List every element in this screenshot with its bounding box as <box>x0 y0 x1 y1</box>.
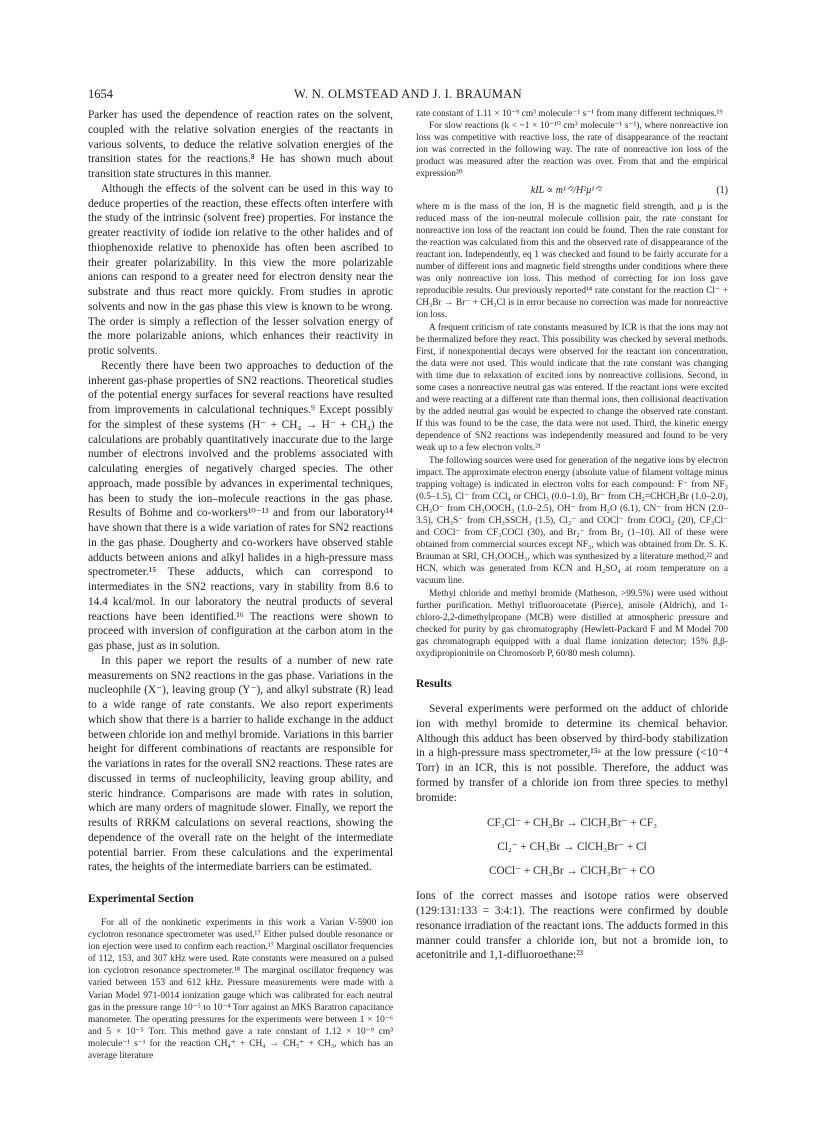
body-paragraph: Although the effects of the solvent can be used in this way to deduce properties of the reaction, these effects often interfere with the study of the intrinsic (solvent free) properties. For instance the greater reactivity of iodide ion relative to the other halides and of thiophenoxide relative to phenoxide has often been ascribed to their greater polarizability. In this view the more polarizable anions can respond to a greater need for electron density near the substrate and thus react more quickly. From studies in aprotic solvents and now in the gas phase this view is known to be wrong. The order is simply a reflection of the lesser solvation energy of the more polarizable anions, which enhances their reactivity in protic solvents. <box>88 182 393 357</box>
body-paragraph: Several experiments were performed on the adduct of chloride ion with methyl bromide to determine its chemical behavior. Although this adduct has been observed by third-body stabilization in a high-pressure mass spectrometer,¹⁵ᵃ at the low pressure (<10⁻⁴ Torr) in an ICR, this is not possible. Therefore, the adduct was formed by transfer of a chloride ion from three species to methyl bromide: <box>416 703 728 804</box>
running-header-authors: W. N. OLMSTEAD AND J. I. BRAUMAN <box>294 87 522 101</box>
left-column <box>88 108 393 1062</box>
body-paragraph: rate constant of 1.11 × 10⁻⁹ cm³ molecule⁻¹ s⁻¹ from many different techniques.¹⁹ <box>416 109 723 119</box>
reaction-line: CF₃Cl⁻ + CH₃Br → ClCH₃Br⁻ + CF₃ <box>487 817 657 830</box>
equation-1 <box>416 185 728 196</box>
body-paragraph: where m is the mass of the ion, H is the magnetic field strength, and μ is the reduced mass of the ion-neutral molecule collision pair, the rate constant for nonreactive ion loss of the reactant ion could be found. Then the rate constant for the reaction was calculated from this and the observed rate of disappearance of the reactant ion. Independently, eq 1 was checked and found to be fairly accurate for a number of different ions and magnetic field strengths under conditions where there was only nonreactive ion loss. This method of correcting for ion loss gave reproducible results. Our previously reported¹⁴ rate constant for the reaction Cl⁻ + CH₃Br → Br⁻ + CH₃Cl is in error because no correction was made for nonreactive ion loss. <box>416 201 728 321</box>
section-heading-results: Results <box>416 678 452 691</box>
body-paragraph: The following sources were used for generation of the negative ions by electron impact. The approximate electron energy (absolute value of filament voltage minus trapping voltage) is indicated in electron volts for each compound: F⁻ from NF₃ (0.5–1.5), Cl⁻ from CCl₄ or CHCl₃ (0.0–1.0), Br⁻ from CH₂=CHCH₂Br (1.0–2.0), CH₃O⁻ from CH₃OOCH₃ (1.0–2.5), OH⁻ from H₂O (6.1), CN⁻ from HCN (2.0–3.5), CH₃S⁻ from CH₃SSCH₃ (1.5), Cl₂⁻ and COCl⁻ from COCl₂ (20), CF₃Cl⁻ and COCl⁻ from CF₃COCl (30), and Br₂⁻ from Br₂ (1–10). All of these were obtained from commercial sources except NF₃, which was obtained from Dr. S. K. Brauman at SRI, CH₃OOCH₃, which was synthesized by a literature method,²² and HCN, which was generated from KCN and H₂SO₄ at room temperature on a vacuum line. <box>416 455 728 587</box>
equation-expression: kIL ∝ m¹ᐟ²/H²μ¹ᐟ² <box>530 184 602 196</box>
reaction-line: COCl⁻ + CH₃Br → ClCH₃Br⁻ + CO <box>489 865 655 878</box>
equation-number: (1) <box>716 184 728 196</box>
experimental-paragraph: For all of the nonkinetic experiments in this work a Varian V-5900 ion cyclotron resonance spectrometer was used.¹⁷ Either pulsed double resonance or ion ejection were used to confirm each reaction.¹⁷ Marginal oscillator frequencies of 112, 153, and 307 kHz were used. Rate constants were measured on a pulsed ion cyclotron resonance spectrometer.¹⁸ The marginal oscillator frequency was varied between 153 and 612 kHz. Pressure measurements were made with a Varian Model 971-0014 ionization gauge which was calibrated for each neutral gas in the pressure range 10⁻⁵ to 10⁻⁴ Torr against an MKS Baratron capacitance manometer. The operating pressures for the experiments were between 1 × 10⁻⁶ and 5 × 10⁻⁵ Torr. This method gave a rate constant of 1.12 × 10⁻⁹ cm³ molecule⁻¹ s⁻¹ for the reaction CH₄⁺ + CH₄ → CH₅⁺ + CH₃, which has an average literature <box>88 918 393 1062</box>
body-paragraph: Ions of the correct masses and isotope ratios were observed (129:131:133 = 3:4:1). The reactions were confirmed by double resonance irradiation of the reactant ions. The adducts formed in this manner could transfer a chloride ion, but not a bromide ion, to acetonitrile and 1,1-difluoroethane:²³ <box>416 890 728 962</box>
body-paragraph: A frequent criticism of rate constants measured by ICR is that the ions may not be thermalized before they react. This possibility was checked by several methods. First, if nonexponential decays were observed for the reactant ion concentration, the data were not used. This would indicate that the rate constant was changing with time due to relaxation of excited ions by nonreactive collisions. Second, in some cases a nonreactive neutral gas was entered. If the reactant ions were excited and were reacting at a different rate than thermal ions, then collisional deactivation by the added neutral gas would be expected to change the observed rate constant. If this was found to be the case, the data were not used. Third, the kinetic energy dependence of SN2 reactions was independently measured and found to be very weak up to a few electron volts.²¹ <box>416 322 728 454</box>
section-heading-experimental: Experimental Section <box>88 893 194 905</box>
page-number: 1654 <box>88 87 113 101</box>
body-paragraph: For slow reactions (k < ~1 × 10⁻¹⁰ cm³ molecule⁻¹ s⁻¹), where nonreactive ion loss was competitive with reactive loss, the rate of disappearance of the reactant ion was corrected in the following way. The rate of nonreactive ion loss of the product was measured after the reaction was over. From that and the empirical expression²⁰ <box>416 121 728 180</box>
reaction-scheme <box>416 811 728 883</box>
body-paragraph: In this paper we report the results of a number of new rate measurements on SN2 reactions in the gas phase. Variations in the nucleophile (X⁻), leaving group (Y⁻), and alkyl substrate (R) lead to a wide range of rate constants. We also report experiments which show that there is a barrier to halide exchange in the adduct between chloride ion and methyl bromide. Variations in this barrier height for different combinations of reactants are responsible for the variations in rates for the overall SN2 reactions. These rates are discussed in terms of nucleophilicity, leaving group ability, and steric hindrance. Comparisons are made with rates in solution, which are many orders of magnitude slower. Finally, we report the results of RRKM calculations on several reactions, showing the dependence of the overall rate on the height of the intermediate potential barrier. From these calculations and the experimental rates, the heights of the intermediate barriers can be estimated. <box>88 654 393 874</box>
body-paragraph: Parker has used the dependence of reaction rates on the solvent, coupled with the relative solvation energies of the reactants in various solvents, to deduce the relative solvation energies of the transition states for the reactions.⁸ He has shown much about transition state structures in this manner. <box>88 109 393 180</box>
body-paragraph: Methyl chloride and methyl bromide (Matheson, >99.5%) were used without further purification. Methyl trifluoroacetate (Pierce), anisole (Aldrich), and 1-chloro-2,2-dimethylpropane (MCB) were distilled at atmospheric pressure and checked for purity by gas chromatography (Hewlett-Packard F and M Model 700 gas chromatograph equipped with a dual flame ionization detector; 15% β,β-oxydipropionitrile on Chromosorb P, 60/80 mesh column). <box>416 588 728 660</box>
right-column <box>416 108 728 963</box>
body-paragraph: Recently there have been two approaches to deduction of the inherent gas-phase properties of SN2 reactions. Theoretical studies of the potential energy surfaces for several reactions have resulted from improvements in calculational techniques.⁹ Except possibly for the simplest of these systems (H⁻ + CH₄ → H⁻ + CH₄) the calculations are probably quantitatively inaccurate due to the large number of electrons involved and the problems associated with calculating energies of negatively charged species. The other approach, made possible by advances in experimental techniques, has been to study the ion–molecule reactions in the gas phase. Results of Bohme and co-workers¹⁰⁻¹³ and from our laboratory¹⁴ have shown that there is a wide variation of rates for SN2 reactions in the gas phase. Dougherty and co-workers have observed stable adducts between anions and alkyl halides in a high-pressure mass spectrometer.¹⁵ These adducts, which can correspond to intermediates in the SN2 reactions, vary in stability from 8.6 to 14.4 kcal/mol. In our laboratory the neutral products of several reactions have been identified.¹⁶ The reactions were shown to proceed with inversion of configuration at the carbon atom in the gas phase, just as in solution. <box>88 359 393 652</box>
reaction-line: Cl₂⁻ + CH₃Br → ClCH₃Br⁻ + Cl <box>497 841 647 854</box>
